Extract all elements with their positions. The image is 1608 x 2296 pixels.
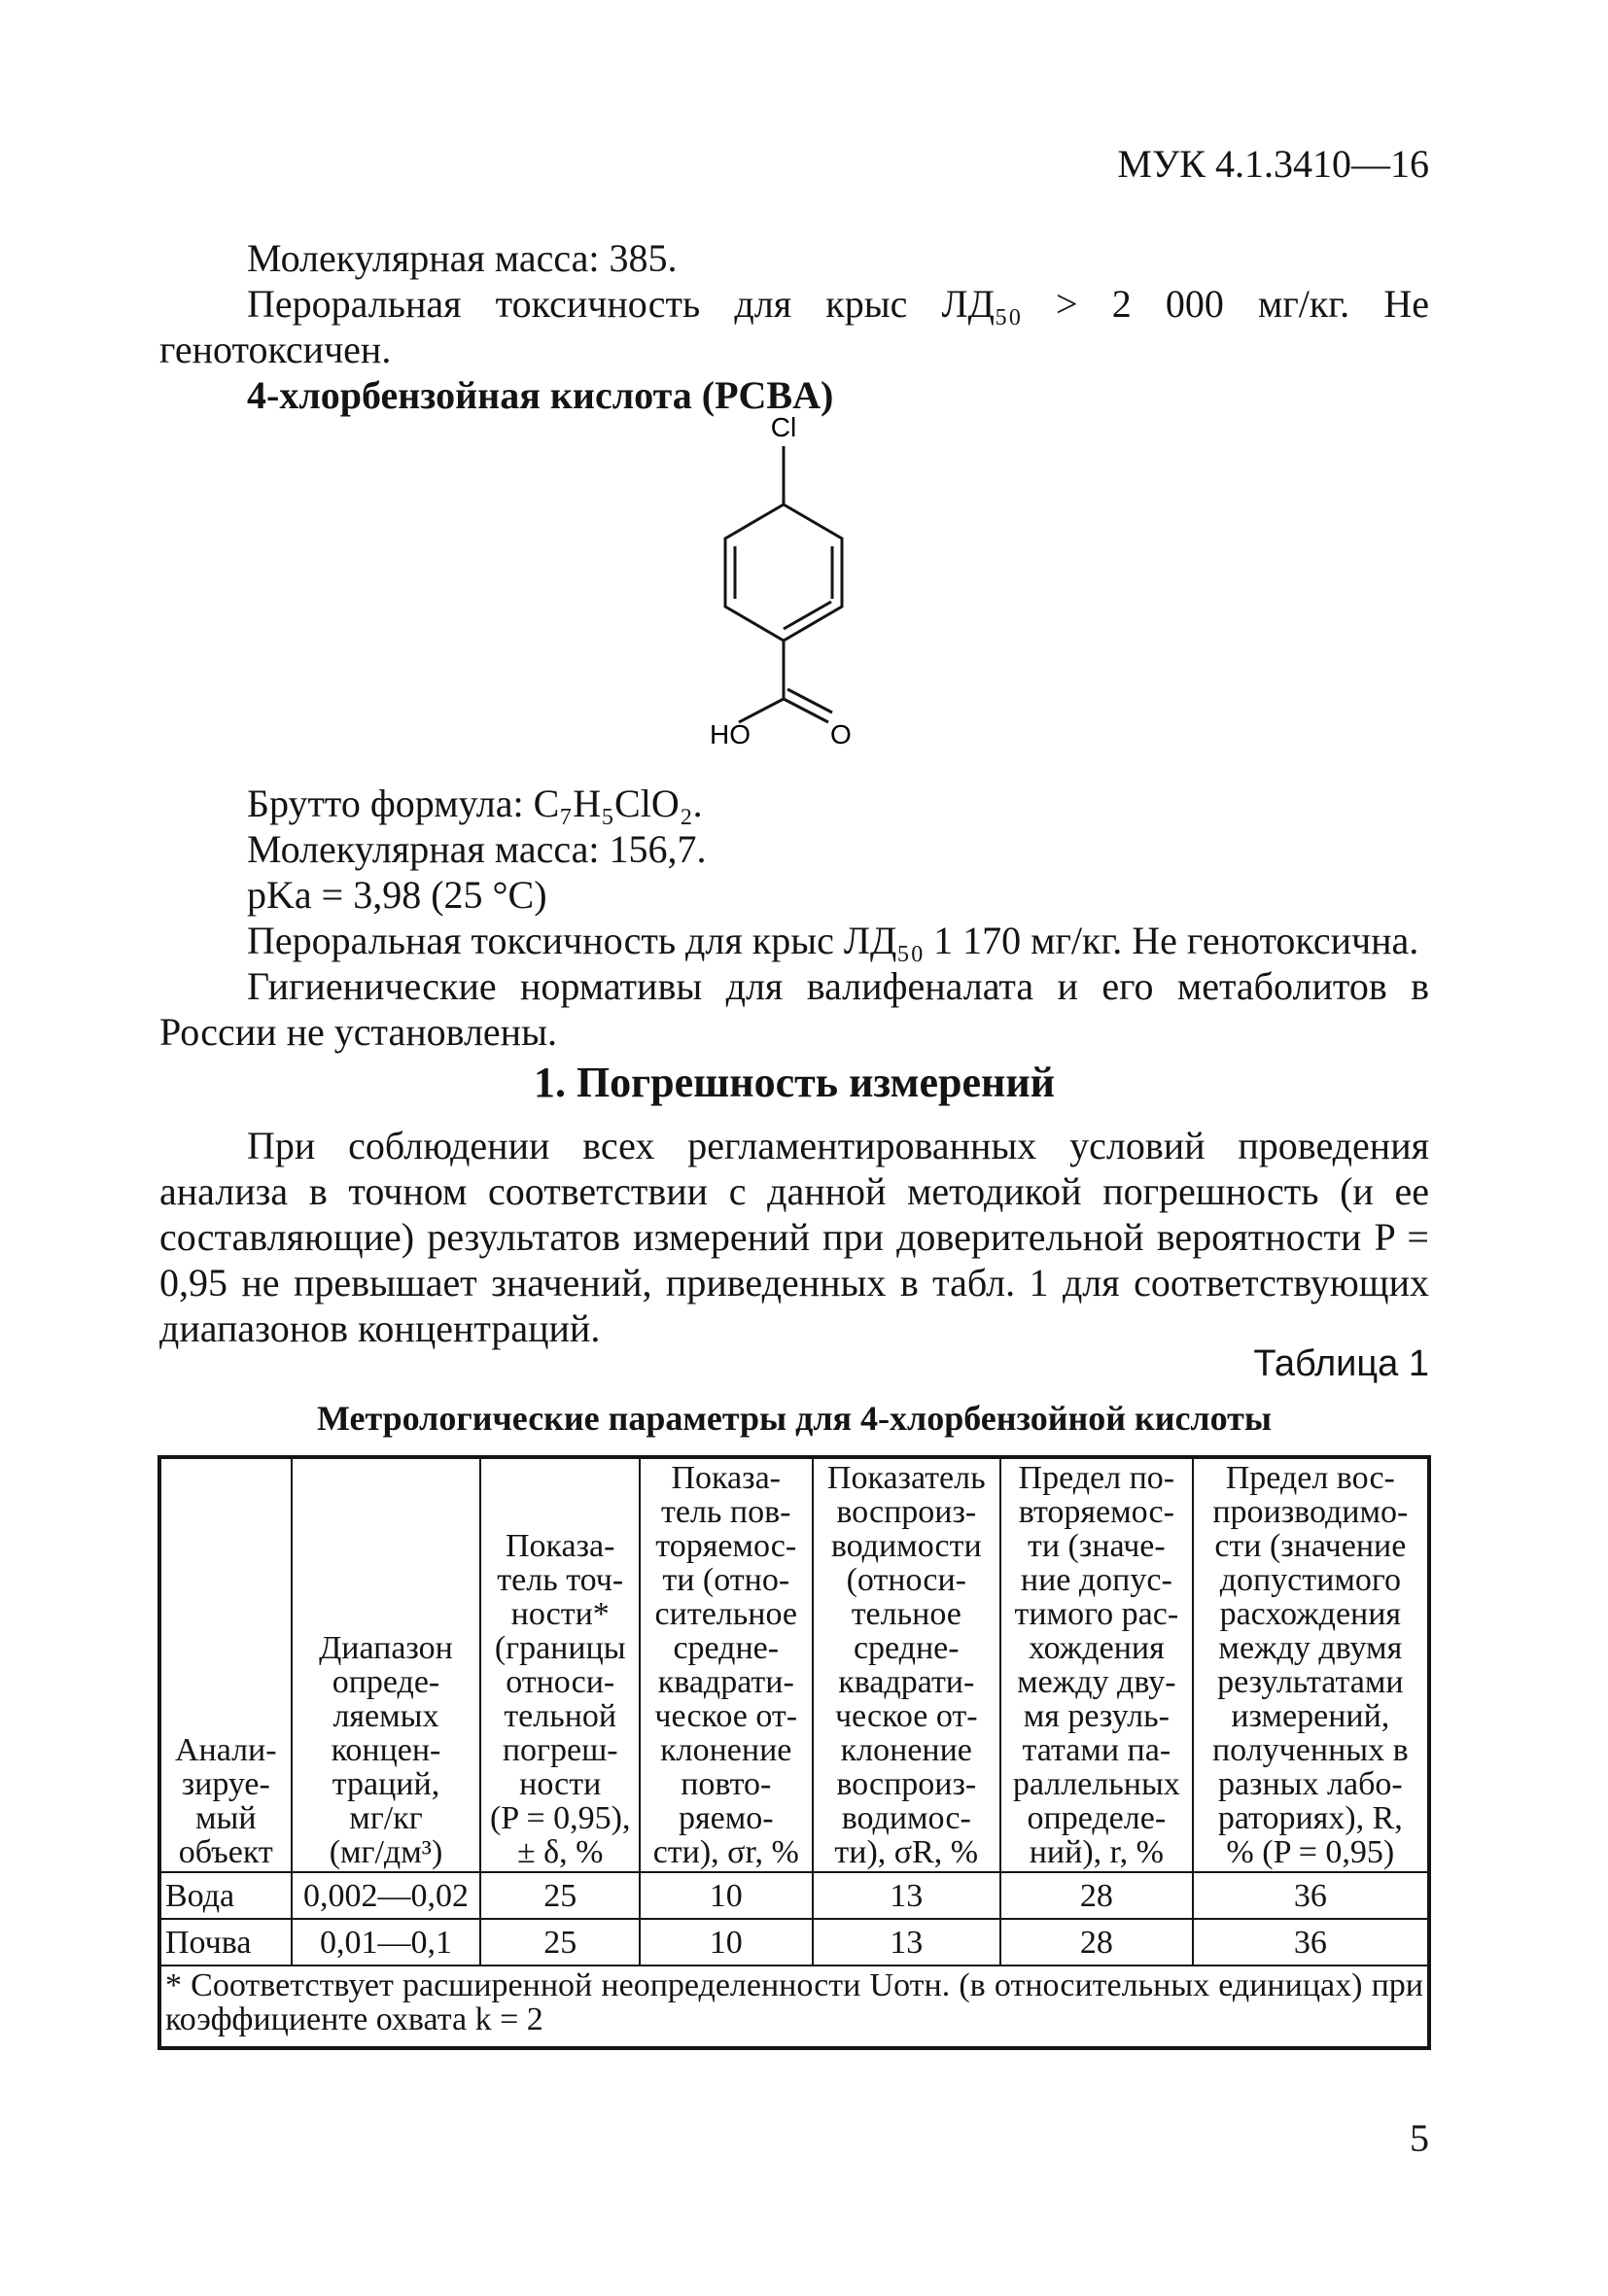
header-cell: Показатель воспроиз- водимости (относи- тельное средне- квадрати- ческое от- клонение воспроиз- водимос- ти), σR, % — [813, 1457, 1001, 1872]
section-body — [159, 1123, 1429, 1351]
metrology-table — [157, 1455, 1431, 2050]
table-row — [159, 1872, 1429, 1919]
table-cell: Вода — [159, 1872, 292, 1919]
table-header-row — [159, 1457, 1429, 1872]
table-title: Метрологические параметры для 4-хлорбензойной кислоты — [317, 1399, 1272, 1438]
table-cell: 28 — [1000, 1919, 1193, 1966]
toxicity-line-2: Пероральная токсичность для крыс ЛД₅₀ 1 170 мг/кг. Не генотоксична. — [247, 919, 1419, 962]
chemical-structure — [671, 413, 904, 753]
header-cell: Показа- тель пов- торяемос- ти (отно- сительное средне- квадрати- ческое от- клонение повто- ряемо- сти), σr, % — [640, 1457, 813, 1872]
cl-atom-label: Cl — [770, 413, 797, 442]
properties-block — [159, 781, 1429, 1055]
table-cell: Почва — [159, 1919, 292, 1966]
table-cell: 13 — [813, 1919, 1001, 1966]
table-row — [159, 1919, 1429, 1966]
header-cell: Предел вос- производимо- сти (значение допустимого расхождения между двумя результатами измерений, полученных в разных лабо- раториях), R, % (P = 0,95) — [1193, 1457, 1429, 1872]
table-label: Таблица 1 — [1253, 1343, 1429, 1384]
table-cell: 0,002—0,02 — [292, 1872, 481, 1919]
table-cell: 0,01—0,1 — [292, 1919, 481, 1966]
ho-label: HO — [710, 719, 751, 749]
header-cell: Предел по- вторяемос- ти (значе- ние допус- тимого рас- хождения между дву- мя резуль- татами па- раллельных определе- ний), r, % — [1000, 1457, 1193, 1872]
page-number: 5 — [1410, 2116, 1429, 2160]
table-cell: 28 — [1000, 1872, 1193, 1919]
section-heading: 1. Погрешность измерений — [533, 1059, 1056, 1106]
table-cell: 10 — [640, 1872, 813, 1919]
table-footnote-row — [159, 1966, 1429, 2048]
formula-line: Брутто формула: C₇H₅ClO₂. — [247, 782, 703, 825]
pka-line: pKa = 3,98 (25 °C) — [247, 873, 547, 917]
table-footnote: * Соответствует расширенной неопределенности Uотн. (в относительных единицах) при коэффициенте охвата k = 2 — [159, 1966, 1429, 2048]
intro-block — [159, 235, 1429, 418]
table-cell: 13 — [813, 1872, 1001, 1919]
table-cell: 25 — [480, 1919, 640, 1966]
toxicity-line: Пероральная токсичность для крыс ЛД₅₀ > 2 000 мг/кг. Не генотоксичен. — [159, 282, 1429, 371]
table-cell: 36 — [1193, 1919, 1429, 1966]
document-code: МУК 4.1.3410—16 — [1117, 142, 1429, 186]
header-cell: Показа- тель точ- ности* (границы относи- тельной погреш- ности (P = 0,95), ± δ, % — [480, 1457, 640, 1872]
table-cell: 36 — [1193, 1872, 1429, 1919]
table-cell: 10 — [640, 1919, 813, 1966]
compound-title: 4-хлорбензойная кислота (PCBA) — [247, 373, 834, 417]
header-cell: Анали- зируе- мый объект — [159, 1457, 292, 1872]
header-cell: Диапазон опреде- ляемых концен- траций, мг/кг (мг/дм³) — [292, 1457, 481, 1872]
section-paragraph: При соблюдении всех регламентированных условий проведения анализа в точном соответствии с данной методикой погрешность (и ее составляющие) результатов измерений при доверительной вероятности P = 0,95 не превышает значений, приведенных в табл. 1 для соответствующих диапазонов концентраций. — [159, 1124, 1429, 1350]
hygiene-paragraph: Гигиенические нормативы для валифеналата и его метаболитов в России не установлены. — [159, 964, 1429, 1054]
table-cell: 25 — [480, 1872, 640, 1919]
mol-mass-line-2: Молекулярная масса: 156,7. — [247, 827, 707, 871]
mol-mass-line: Молекулярная масса: 385. — [247, 236, 678, 280]
o-atom-label: O — [830, 719, 852, 749]
